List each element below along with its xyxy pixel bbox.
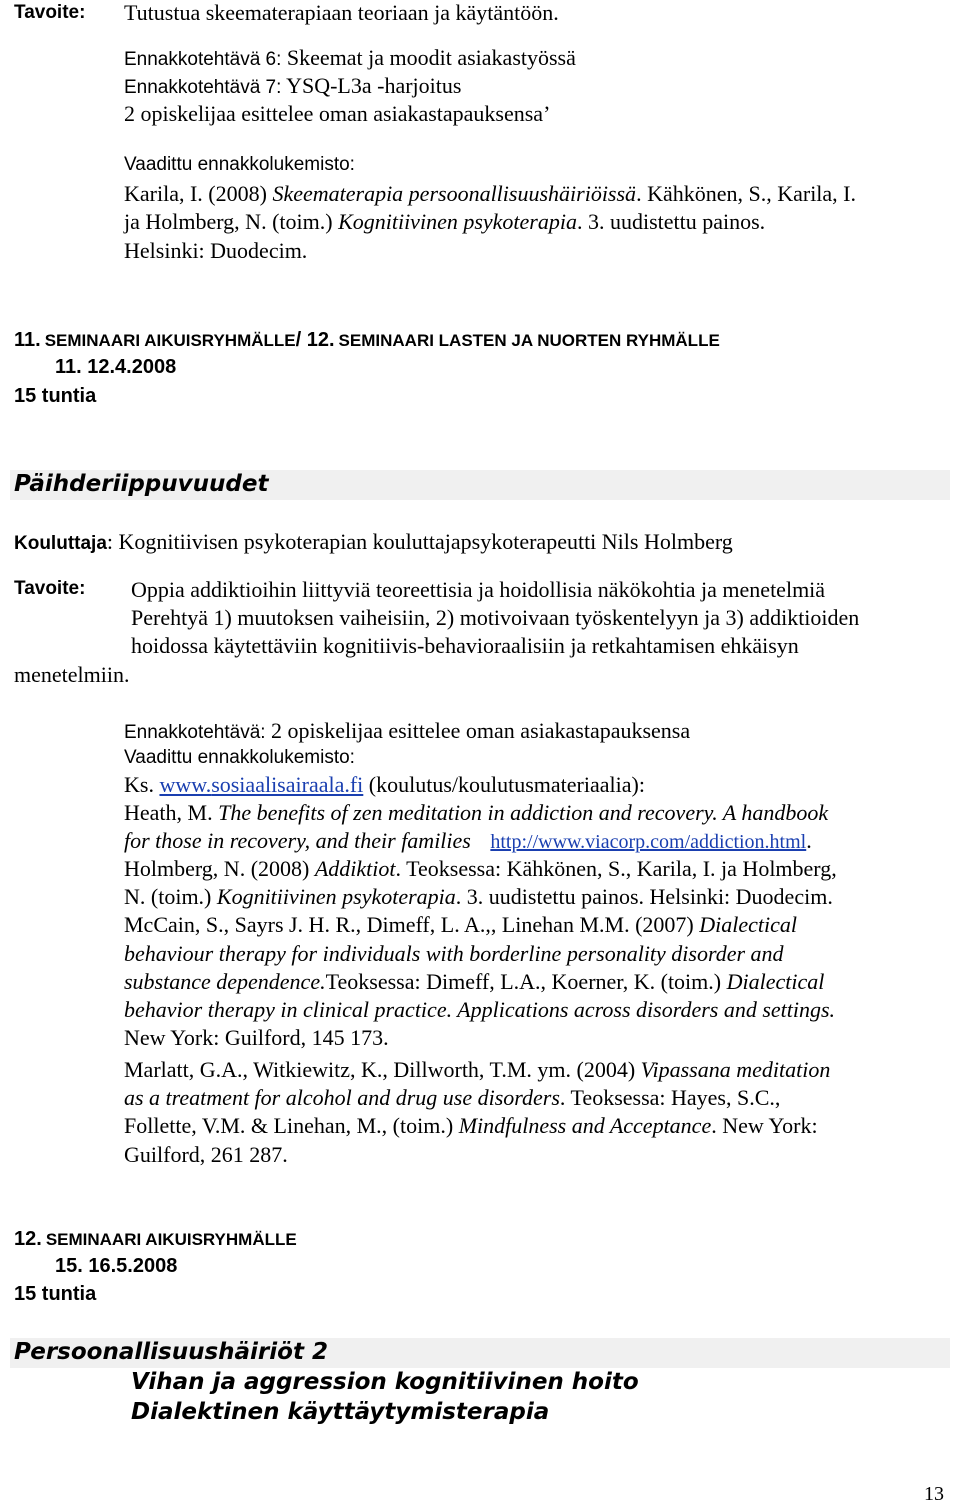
viacorp-link[interactable]: http://www.viacorp.com/addiction.html <box>490 831 807 853</box>
reference-marlatt-cont2 <box>124 1115 818 1137</box>
trainer-text: : Kognitiivisen psykoterapian kouluttajapsykoterapeutti Nils Holmberg <box>106 529 733 554</box>
ref-publisher: New York: Guilford, 145 173. <box>124 1025 389 1050</box>
task7-text: YSQ-L3a -harjoitus <box>286 73 462 98</box>
ref-book-title-cont: behavior therapy in clinical practice. Applications across disorders and settings. <box>124 997 836 1022</box>
ref-book-title: Kognitiivinen psykoterapia <box>338 209 577 234</box>
task6-label: Ennakkotehtävä 6: <box>124 49 282 70</box>
seminar-title-adults: SEMINAARI AIKUISRYHMÄLLE <box>44 331 296 350</box>
reference-heath-cont <box>124 830 812 852</box>
ref-editors: . Kähkönen, S., Karila, I. <box>636 181 857 206</box>
goal-label: Tavoite: <box>14 578 86 599</box>
task7-line <box>124 75 461 97</box>
section-title: Päihderiippuvuudet <box>14 471 269 497</box>
ks-text: Ks. <box>124 772 160 797</box>
seminar-hours: 15 tuntia <box>14 1283 97 1305</box>
ref-authors: McCain, S., Sayrs J. H. R., Dimeff, L. A.,, Linehan M.M. (2007) <box>124 912 700 937</box>
ref-source: Teoksessa: Dimeff, L.A., Koerner, K. (toim.) <box>325 969 727 994</box>
ref-author: Holmberg, N. (2008) <box>124 856 315 881</box>
website-link-prefix[interactable]: www. <box>159 772 212 797</box>
ref-title: Dialectical <box>699 912 797 937</box>
seminar-title-youth: SEMINAARI LASTEN JA NUORTEN RYHMÄLLE <box>338 331 720 350</box>
reference-line <box>124 211 765 233</box>
ref-source: . Teoksessa: Kähkönen, S., Karila, I. ja Holmberg, <box>395 856 837 881</box>
ref-author: Heath, M. <box>124 800 219 825</box>
subtitle-2: Dialektinen käyttäytymisterapia <box>131 1399 550 1425</box>
ref-edition: . 3. uudistettu painos. Helsinki: Duodecim. <box>455 884 833 909</box>
seminar-title: SEMINAARI AIKUISRYHMÄLLE <box>45 1230 297 1249</box>
ref-editors: Follette, V.M. & Linehan, M., (toim.) <box>124 1113 459 1138</box>
reference-holmberg-cont <box>124 886 833 908</box>
ref-book-title: Mindfulness and Acceptance <box>458 1113 712 1138</box>
ref-editors: ja Holmberg, N. (toim.) <box>124 209 339 234</box>
seminar-heading <box>14 330 720 350</box>
subtitle-1: Vihan ja aggression kognitiivinen hoito <box>131 1369 639 1395</box>
seminar-number: 11. <box>14 329 41 351</box>
website-link[interactable]: sosiaalisairaala.fi <box>211 772 364 797</box>
seminar-dates: 11. 12.4.2008 <box>55 356 177 378</box>
goal-line-1: Oppia addiktioihin liittyviä teoreettisia ja hoidollisia näkökohtia ja menetelmiä <box>131 577 826 602</box>
goal-line-2: Perehtyä 1) muutoksen vaiheisiin, 2) motivoivaan työskentelyyn ja 3) addiktioiden <box>131 605 860 630</box>
ref-source: . Teoksessa: Hayes, S.C., <box>559 1085 781 1110</box>
ks-path: (koulutus/koulutusmateriaalia): <box>363 772 645 797</box>
ref-authors: Marlatt, G.A., Witkiewitz, K., Dillworth, T.M. ym. (2004) <box>124 1057 641 1082</box>
ref-book-title: Kognitiivinen psykoterapia <box>216 884 456 909</box>
seminar-number: 12. <box>14 1228 42 1250</box>
reading-label: Vaadittu ennakkolukemisto: <box>124 154 355 175</box>
page-number: 13 <box>924 1483 944 1505</box>
ref-title-cont: for those in recovery, and their families <box>124 828 471 853</box>
ref-title-end: substance dependence. <box>124 969 326 994</box>
ref-dot: . <box>806 828 812 853</box>
reference-holmberg <box>124 858 837 880</box>
ref-title-cont: as a treatment for alcohol and drug use disorders <box>124 1085 560 1110</box>
goal-label: Tavoite: <box>14 2 86 23</box>
section-title: Persoonallisuushäiriöt 2 <box>14 1339 328 1365</box>
ref-author: Karila, I. (2008) <box>124 181 273 206</box>
seminar-number-2: / 12. <box>295 329 335 351</box>
seminar-heading <box>14 1229 297 1249</box>
task-label: Ennakkotehtävä: <box>124 722 266 743</box>
goal-text: Tutustua skeematerapiaan teoriaan ja käytäntöön. <box>124 0 559 25</box>
reading-label: Vaadittu ennakkolukemisto: <box>124 747 355 768</box>
ref-title: The benefits of zen meditation in addiction and recovery. A handbook <box>218 800 829 825</box>
ref-book-title: Dialectical <box>726 969 825 994</box>
reference-mccain <box>124 914 797 936</box>
ref-publisher: Helsinki: Duodecim. <box>124 238 308 263</box>
ref-publisher: . New York: <box>711 1113 818 1138</box>
ref-title-cont: behaviour therapy for individuals with borderline personality disorder and <box>124 941 784 966</box>
task6-line <box>124 47 576 69</box>
ref-editors: N. (toim.) <box>124 884 217 909</box>
seminar-dates: 15. 16.5.2008 <box>55 1255 178 1277</box>
reference-mccain-cont <box>124 971 824 993</box>
goal-line-3: hoidossa käytettäviin kognitiivis-behavioraalisiin ja retkahtamisen ehkäisyn <box>131 633 799 658</box>
reference-marlatt <box>124 1059 830 1081</box>
trainer-label: Kouluttaja <box>14 533 107 554</box>
task-line <box>124 720 690 742</box>
presentation-text: 2 opiskelijaa esittelee oman asiakastapauksensa’ <box>124 101 551 126</box>
reference-marlatt-cont <box>124 1087 780 1109</box>
task6-text: Skeemat ja moodit asiakastyössä <box>286 45 576 70</box>
goal-line-4: menetelmiin. <box>14 662 130 687</box>
ref-title: Addiktiot <box>314 856 396 881</box>
seminar-hours: 15 tuntia <box>14 385 97 407</box>
ref-title: Skeematerapia persoonallisuushäiriöissä <box>272 181 637 206</box>
ref-publisher-pages: Guilford, 261 287. <box>124 1142 288 1167</box>
task-text: 2 opiskelijaa esittelee oman asiakastapauksensa <box>265 718 691 743</box>
task7-label: Ennakkotehtävä 7: <box>124 77 282 98</box>
ks-line <box>124 774 645 796</box>
reference-heath <box>124 802 828 824</box>
reference-line <box>124 183 856 205</box>
ref-title: Vipassana meditation <box>640 1057 831 1082</box>
trainer-line <box>14 531 733 553</box>
ref-edition: . 3. uudistettu painos. <box>576 209 766 234</box>
